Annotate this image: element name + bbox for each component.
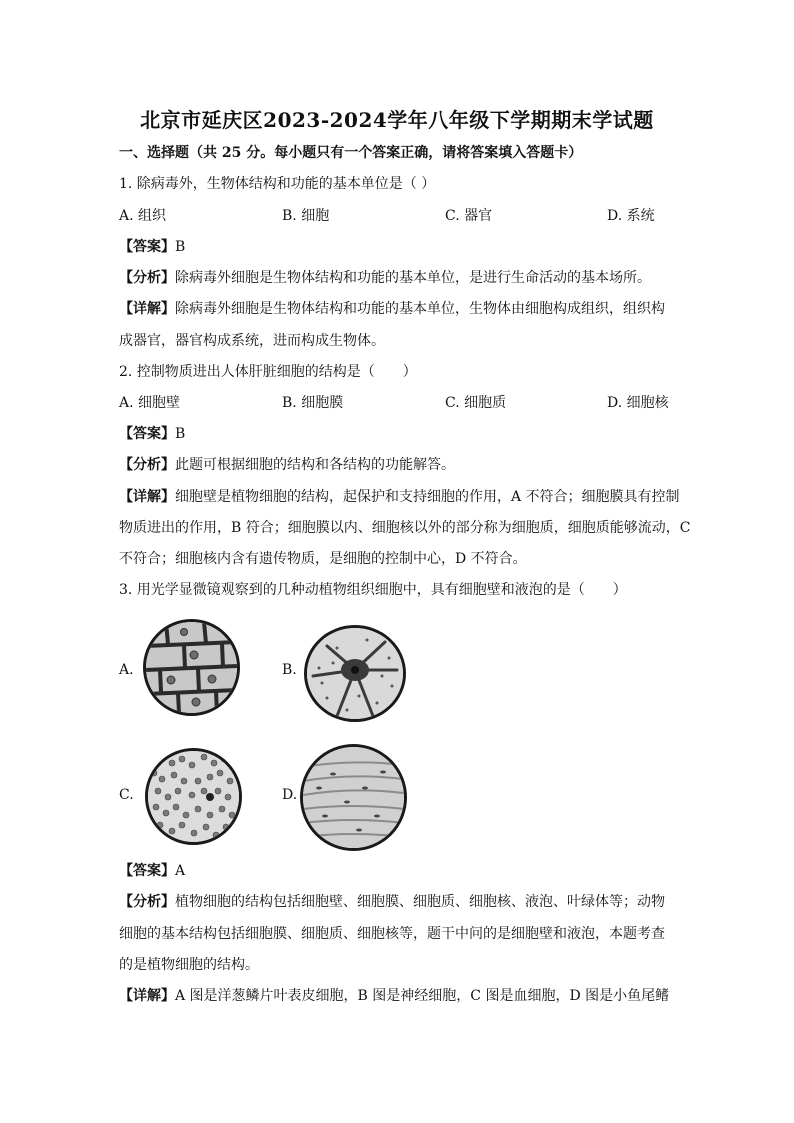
onion-epidermis-micrograph bbox=[143, 619, 240, 716]
q2-answer-value: B bbox=[175, 426, 186, 442]
q1-option-a: A. 组织 bbox=[119, 208, 167, 224]
q2-detail-text-1: 细胞壁是植物细胞的结构，起保护和支持细胞的作用，A 不符合；细胞膜具有控制 bbox=[175, 489, 680, 505]
page-title: 北京市延庆区2023-2024学年八年级下学期期末学试题 bbox=[140, 108, 654, 132]
q3-answer-tag: 【答案】 bbox=[119, 863, 175, 879]
q1-option-d: D. 系统 bbox=[607, 208, 655, 224]
q2-detail-line-2: 物质进出的作用，B 符合；细胞膜以内、细胞核以外的部分称为细胞质，细胞质能够流动，C bbox=[119, 520, 691, 536]
q1-detail-line-1 bbox=[119, 299, 679, 319]
nerve-cell-image bbox=[307, 628, 403, 719]
q3-image-label-b: B. bbox=[282, 662, 297, 678]
q3-analysis-text-1: 植物细胞的结构包括细胞壁、细胞膜、细胞质、细胞核、液泡、叶绿体等；动物 bbox=[175, 894, 665, 910]
q2-analysis bbox=[119, 455, 679, 475]
q1-option-c: C. 器官 bbox=[445, 208, 493, 224]
q1-detail-tag: 【详解】 bbox=[119, 301, 175, 317]
q3-image-label-a: A. bbox=[119, 662, 134, 678]
q3-detail-text-1: A 图是洋葱鳞片叶表皮细胞，B 图是神经细胞，C 图是血细胞，D 图是小鱼尾鳍 bbox=[175, 988, 670, 1004]
q1-analysis-tag: 【分析】 bbox=[119, 270, 175, 286]
q2-analysis-text: 此题可根据细胞的结构和各结构的功能解答。 bbox=[175, 457, 455, 473]
blood-cell-micrograph bbox=[145, 748, 242, 845]
q3-stem: 3. 用光学显微镜观察到的几种动植物组织细胞中，具有细胞壁和液泡的是（ ） bbox=[119, 582, 627, 598]
q3-analysis-tag: 【分析】 bbox=[119, 894, 175, 910]
q2-detail-tag: 【详解】 bbox=[119, 489, 175, 505]
q3-answer bbox=[119, 861, 679, 881]
nerve-cell-micrograph bbox=[304, 625, 406, 722]
q2-option-b: B. 细胞膜 bbox=[282, 395, 344, 411]
q2-answer-tag: 【答案】 bbox=[119, 426, 175, 442]
q2-detail-line-3: 不符合；细胞核内含有遗传物质，是细胞的控制中心，D 不符合。 bbox=[119, 551, 527, 567]
q1-answer-tag: 【答案】 bbox=[119, 239, 175, 255]
q2-detail-line-1 bbox=[119, 487, 679, 507]
q2-analysis-tag: 【分析】 bbox=[119, 457, 175, 473]
q3-image-label-c: C. bbox=[119, 787, 134, 803]
q2-answer bbox=[119, 424, 679, 444]
q1-stem: 1. 除病毒外，生物体结构和功能的基本单位是（ ） bbox=[119, 176, 436, 192]
q3-analysis-line-1 bbox=[119, 892, 679, 912]
q2-option-c: C. 细胞质 bbox=[445, 395, 507, 411]
q1-detail-line-2: 成器官，器官构成系统，进而构成生物体。 bbox=[119, 333, 385, 349]
q2-option-a: A. 细胞壁 bbox=[119, 395, 181, 411]
q3-analysis-line-3: 的是植物细胞的结构。 bbox=[119, 957, 259, 973]
section-heading: 一、选择题（共 25 分。每小题只有一个答案正确，请将答案填入答题卡） bbox=[119, 145, 583, 161]
blood-cell-image bbox=[148, 751, 239, 842]
q1-detail-text-1: 除病毒外细胞是生物体结构和功能的基本单位，生物体由细胞构成组织，组织构 bbox=[175, 301, 665, 317]
q2-option-d: D. 细胞核 bbox=[607, 395, 669, 411]
q1-answer bbox=[119, 237, 679, 257]
q2-stem: 2. 控制物质进出人体肝脏细胞的结构是（ ） bbox=[119, 364, 417, 380]
q1-answer-value: B bbox=[175, 239, 186, 255]
q3-analysis-line-2: 细胞的基本结构包括细胞膜、细胞质、细胞核等，题干中问的是细胞壁和液泡，本题考查 bbox=[119, 926, 665, 942]
q3-image-label-d: D. bbox=[282, 787, 298, 803]
q3-detail-tag: 【详解】 bbox=[119, 988, 175, 1004]
q1-option-b: B. 细胞 bbox=[282, 208, 330, 224]
q1-analysis bbox=[119, 268, 679, 288]
q3-answer-value: A bbox=[175, 863, 186, 879]
onion-epidermis-image bbox=[146, 622, 237, 713]
q1-analysis-text: 除病毒外细胞是生物体结构和功能的基本单位，是进行生命活动的基本场所。 bbox=[175, 270, 651, 286]
q3-detail-line-1 bbox=[119, 986, 679, 1006]
fish-tail-fin-micrograph bbox=[300, 744, 407, 851]
fish-tail-fin-image bbox=[303, 747, 404, 848]
